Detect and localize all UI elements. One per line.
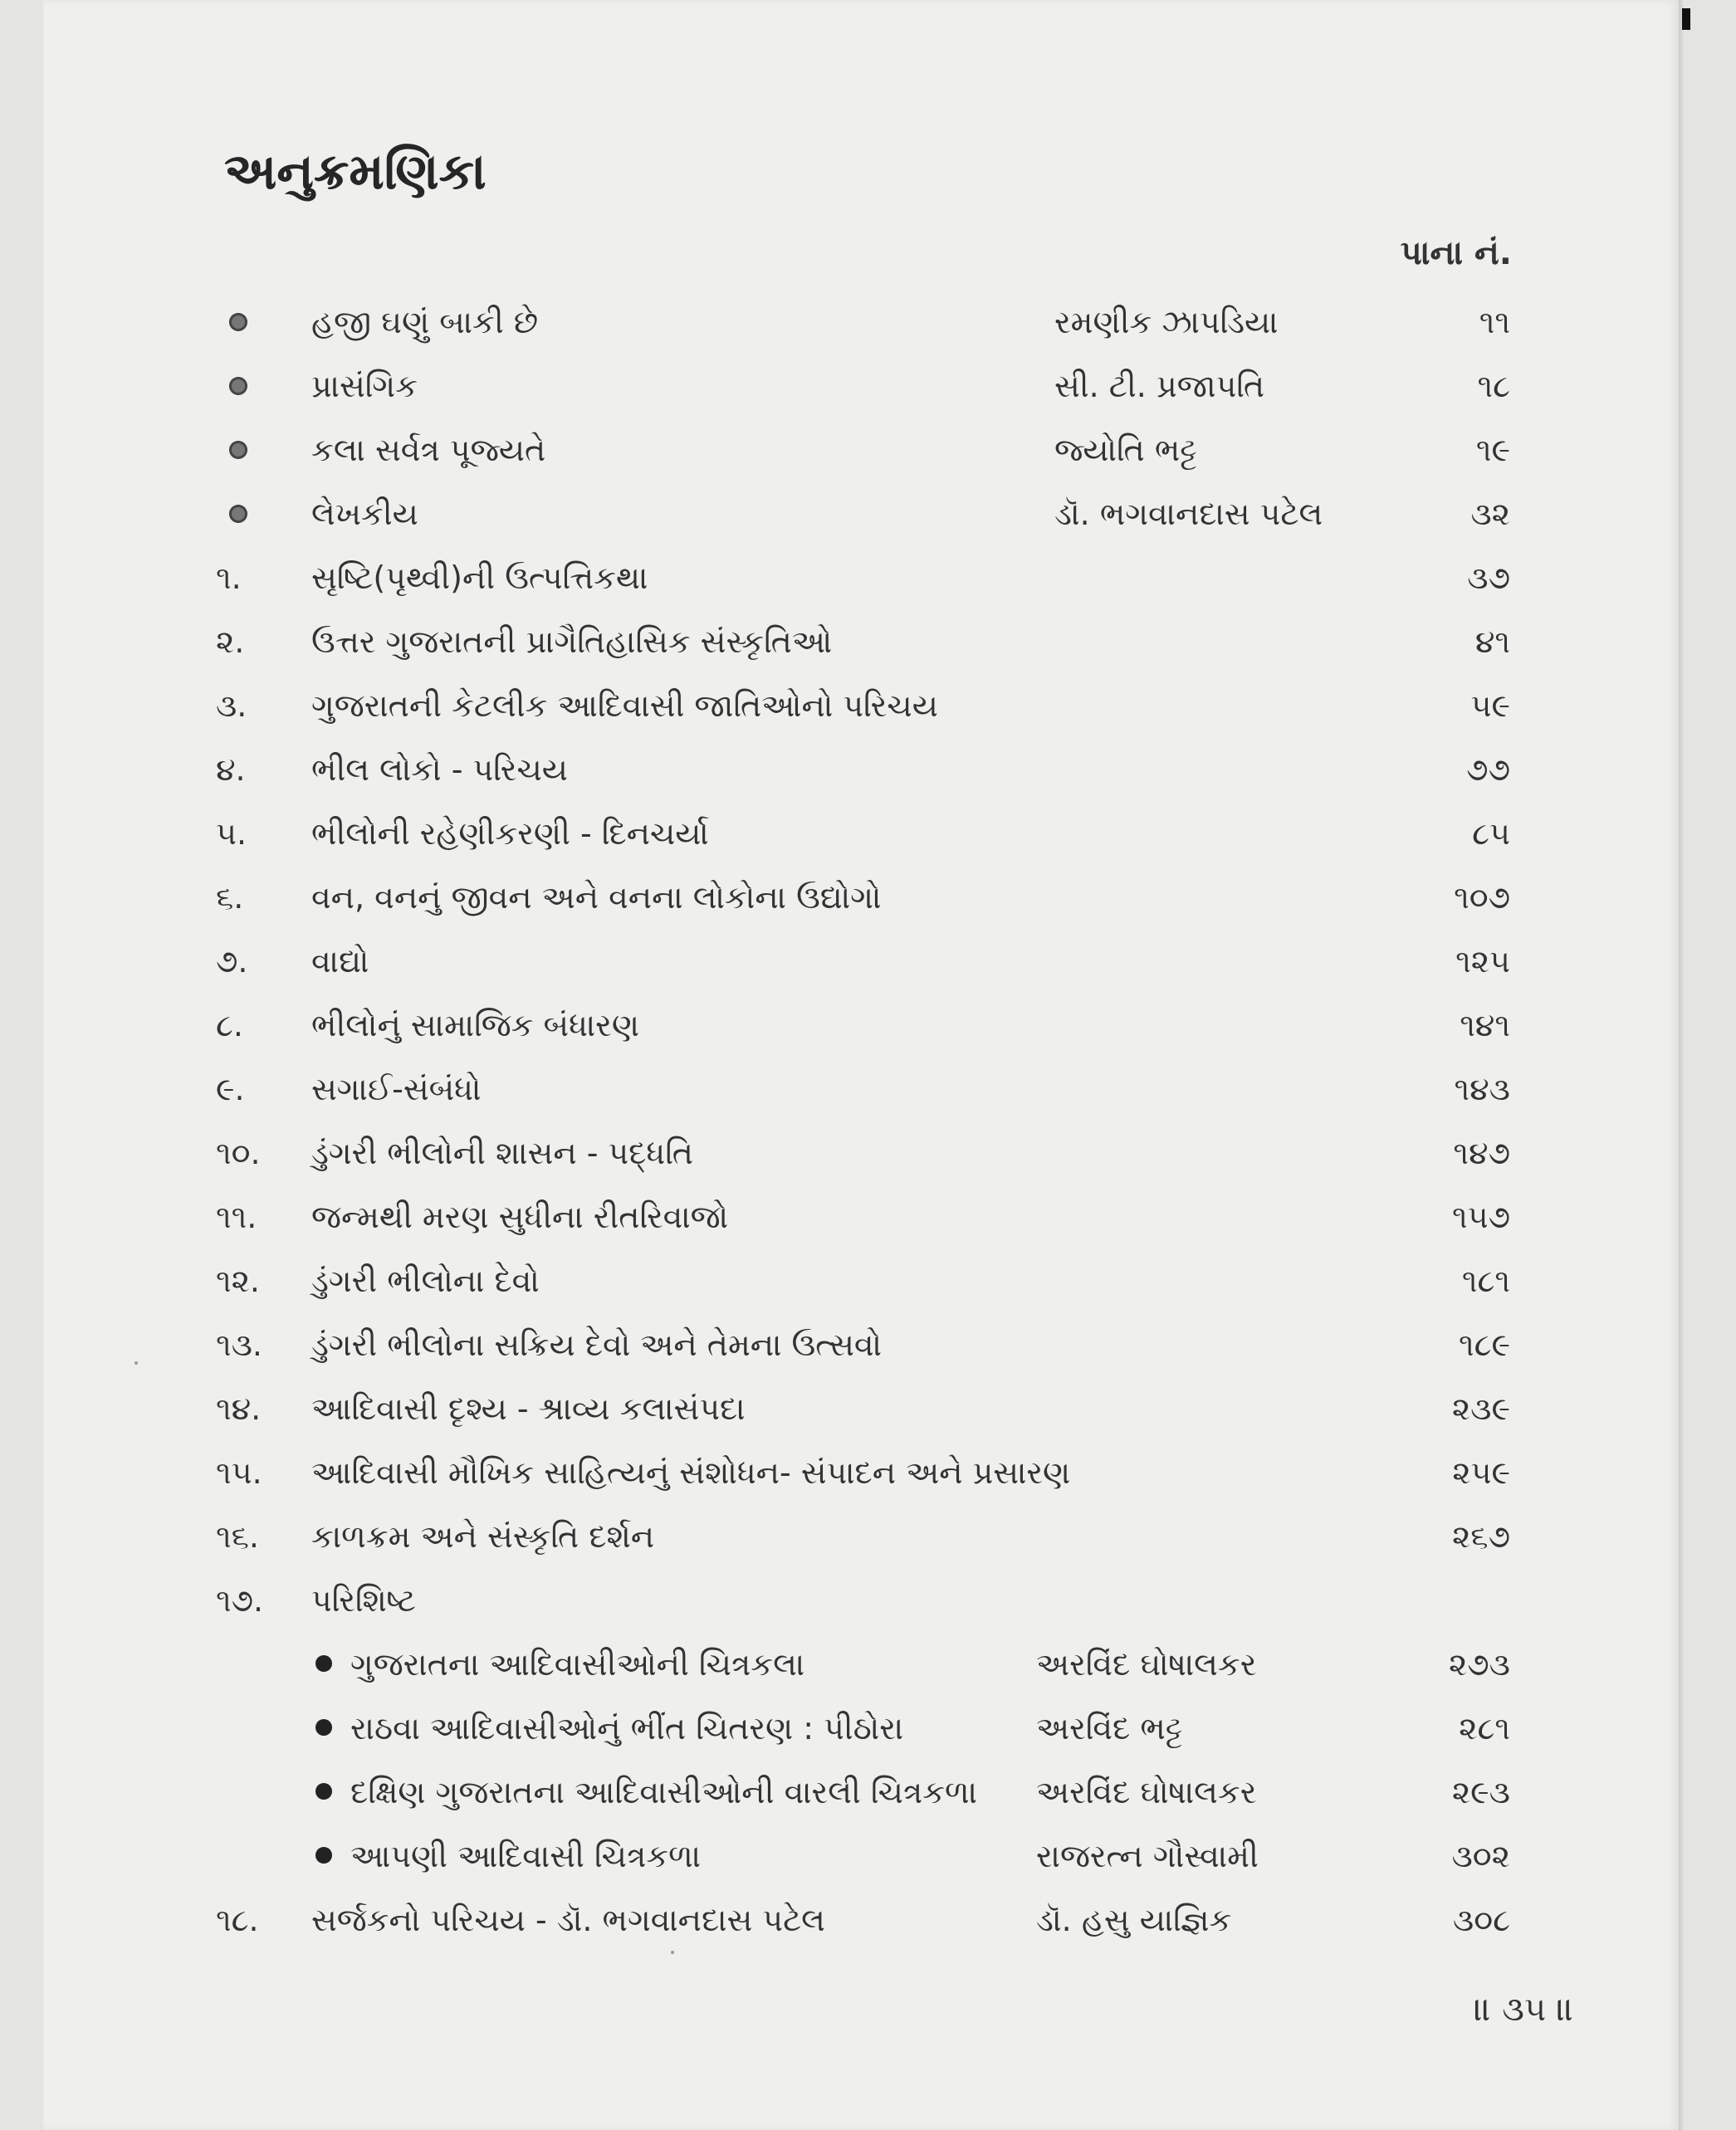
toc-row bbox=[0, 297, 1736, 347]
toc-entry-title: ડુંગરી ભીલોના દેવો bbox=[311, 1263, 540, 1299]
appendix-entry-page: ૨૮૧ bbox=[1459, 1710, 1510, 1747]
toc-row bbox=[0, 1256, 1736, 1306]
toc-entry-number: ૧૮. bbox=[216, 1902, 259, 1938]
toc-entry-page: ૧૪૭ bbox=[1453, 1135, 1510, 1171]
toc-entry-title: લેખકીય bbox=[311, 496, 418, 532]
toc-entry-page: ૧૪૧ bbox=[1460, 1007, 1510, 1043]
toc-row bbox=[0, 1384, 1736, 1434]
toc-entry-title: આદિવાસી દૃશ્ય - શ્રાવ્ય કલાસંપદા bbox=[311, 1390, 746, 1427]
toc-entry-page: ૫૯ bbox=[1470, 687, 1510, 724]
toc-entry-title: ગુજરાતની કેટલીક આદિવાસી જાતિઓનો પરિચય bbox=[311, 687, 938, 724]
toc-entry-page: ૮૫ bbox=[1472, 815, 1510, 852]
toc-entry-page: ૨૬૭ bbox=[1452, 1518, 1510, 1555]
toc-row bbox=[0, 425, 1736, 475]
toc-row bbox=[0, 1128, 1736, 1178]
toc-entry-title: કાળક્રમ અને સંસ્કૃતિ દર્શન bbox=[311, 1518, 655, 1555]
toc-entry-page: ૩૨ bbox=[1470, 496, 1510, 532]
toc-entry-title: પરિશિષ્ટ bbox=[311, 1582, 416, 1619]
bullet-icon bbox=[315, 1719, 332, 1736]
toc-entry-title: ડુંગરી ભીલોની શાસન - પદ્ધતિ bbox=[311, 1135, 694, 1171]
appendix-row bbox=[0, 1703, 1736, 1753]
appendix-entry-page: ૨૯૩ bbox=[1451, 1774, 1510, 1810]
toc-entry-page: ૧૮૯ bbox=[1458, 1326, 1510, 1363]
toc-entry-number: ૩. bbox=[216, 687, 247, 724]
toc-row bbox=[0, 489, 1736, 539]
toc-row bbox=[0, 1064, 1736, 1114]
toc-entry-number: ૮. bbox=[216, 1007, 243, 1043]
toc-entry-number: ૬. bbox=[216, 879, 244, 916]
toc-row bbox=[0, 681, 1736, 730]
toc-row bbox=[0, 361, 1736, 411]
appendix-entry bbox=[315, 1767, 977, 1817]
toc-entry-page: ૧૯ bbox=[1475, 432, 1510, 468]
toc-entry-number: ૧૨. bbox=[216, 1263, 261, 1299]
appendix-entry-title: દક્ષિણ ગુજરાતના આદિવાસીઓની વારલી ચિત્રકળા bbox=[350, 1774, 978, 1810]
bullet-icon bbox=[315, 1783, 332, 1800]
toc-entry-author: જ્યોતિ ભટ્ટ bbox=[1054, 432, 1197, 468]
appendix-entry-author: રાજરત્ન ગૌસ્વામી bbox=[1036, 1838, 1259, 1874]
toc-entry-title: આદિવાસી મૌખિક સાહિત્યનું સંશોધન- સંપાદન અને પ્રસારણ bbox=[311, 1454, 1071, 1491]
toc-row bbox=[0, 553, 1736, 603]
appendix-entry-author: અરવિંદ ઘોષાલકર bbox=[1036, 1646, 1257, 1683]
toc-entry-page: ૧૨૫ bbox=[1455, 943, 1510, 980]
toc-entry-number: ૧૧. bbox=[216, 1199, 257, 1235]
bullet-icon bbox=[315, 1655, 332, 1672]
toc-row bbox=[0, 617, 1736, 667]
toc-entry-page: ૧૮૧ bbox=[1461, 1263, 1510, 1299]
toc-entry-page: ૪૧ bbox=[1474, 623, 1510, 660]
paper-speck bbox=[671, 1951, 674, 1954]
toc-entry-number: ૧. bbox=[216, 559, 242, 596]
toc-entry-page: ૩૦૮ bbox=[1452, 1902, 1510, 1938]
appendix-row bbox=[0, 1767, 1736, 1817]
toc-entry-number: ૧૫. bbox=[216, 1454, 262, 1491]
toc-entry-page: ૧૫૭ bbox=[1452, 1199, 1510, 1235]
toc-entry-title: ભીલોનું સામાજિક બંધારણ bbox=[311, 1007, 639, 1043]
toc-entry-title: પ્રાસંગિક bbox=[311, 368, 418, 404]
toc-entry-number: ૪. bbox=[216, 751, 246, 788]
toc-row bbox=[0, 745, 1736, 794]
toc-entry-number: ૧૪. bbox=[216, 1390, 262, 1427]
appendix-entry-title: આપણી આદિવાસી ચિત્રકળા bbox=[350, 1838, 702, 1874]
toc-entry-title: ભીલોની રહેણીકરણી - દિનચર્યા bbox=[311, 815, 709, 852]
toc-entry-title: હજી ઘણું બાકી છે bbox=[311, 304, 539, 340]
toc-row bbox=[0, 809, 1736, 858]
scan-corner-mark bbox=[1682, 8, 1690, 30]
toc-row bbox=[0, 1895, 1736, 1945]
toc-entry-number: ૧૬. bbox=[216, 1518, 259, 1555]
appendix-entry-author: અરવિંદ ભટ્ટ bbox=[1036, 1710, 1183, 1747]
page-number-column-header: પાના નં. bbox=[1400, 234, 1512, 272]
toc-entry-title: સગાઈ-સંબંધો bbox=[311, 1071, 482, 1107]
toc-entry-title: વાદ્યો bbox=[311, 943, 369, 980]
toc-row bbox=[0, 872, 1736, 922]
appendix-entry bbox=[315, 1831, 701, 1881]
footer-page-number: ॥ ૩૫ ॥ bbox=[1474, 1991, 1574, 2029]
toc-entry-page: ૧૪૩ bbox=[1454, 1071, 1510, 1107]
toc-entry-author: સી. ટી. પ્રજાપતિ bbox=[1054, 368, 1265, 404]
appendix-entry-title: રાઠવા આદિવાસીઓનું ભીંત ચિતરણ : પીઠોરા bbox=[350, 1710, 904, 1747]
toc-row bbox=[0, 1512, 1736, 1561]
toc-entry-page: ૧૦૭ bbox=[1454, 879, 1510, 916]
toc-row bbox=[0, 1576, 1736, 1625]
appendix-entry-author: અરવિંદ ઘોષાલકર bbox=[1036, 1774, 1257, 1810]
toc-entry-author: ડૉ. ભગવાનદાસ પટેલ bbox=[1054, 496, 1323, 532]
toc-entry-title: કલા સર્વત્ર પૂજ્યતે bbox=[311, 432, 546, 468]
toc-entry-title: સૃષ્ટિ(પૃથ્વી)ની ઉત્પત્તિકથા bbox=[311, 559, 648, 596]
appendix-entry bbox=[315, 1639, 804, 1689]
toc-entry-number: ૧૩. bbox=[216, 1326, 263, 1363]
toc-row bbox=[0, 1000, 1736, 1050]
toc-entry-page: ૩૭ bbox=[1467, 559, 1510, 596]
toc-entry-author: ડૉ. હસુ યાજ્ઞિક bbox=[1036, 1902, 1232, 1938]
page-title: અનુક્રમણિકા bbox=[224, 143, 487, 201]
toc-entry-number: ૨. bbox=[216, 623, 245, 660]
toc-entry-page: ૧૧ bbox=[1479, 304, 1510, 340]
toc-entry-title: વન, વનનું જીવન અને વનના લોકોના ઉદ્યોગો bbox=[311, 879, 882, 916]
toc-entry-page: ૨૩૯ bbox=[1451, 1390, 1510, 1427]
toc-row bbox=[0, 1192, 1736, 1242]
toc-entry-number: ૧૭. bbox=[216, 1582, 264, 1619]
bullet-icon bbox=[315, 1847, 332, 1864]
appendix-entry-title: ગુજરાતના આદિવાસીઓની ચિત્રકલા bbox=[350, 1646, 805, 1683]
toc-row bbox=[0, 1320, 1736, 1370]
appendix-row bbox=[0, 1639, 1736, 1689]
appendix-row bbox=[0, 1831, 1736, 1881]
toc-row bbox=[0, 1448, 1736, 1497]
toc-entry-author: રમણીક ઝાપડિયા bbox=[1054, 304, 1279, 340]
toc-entry-title: ડુંગરી ભીલોના સક્રિય દેવો અને તેમના ઉત્સવો bbox=[311, 1326, 883, 1363]
appendix-entry-page: ૩૦૨ bbox=[1451, 1838, 1510, 1874]
toc-entry-page: ૨૫૯ bbox=[1452, 1454, 1510, 1491]
toc-entry-number: ૫. bbox=[216, 815, 247, 852]
toc-entry-title: ભીલ લોકો - પરિચય bbox=[311, 751, 568, 788]
toc-entry-title: સર્જકનો પરિચય - ડૉ. ભગવાનદાસ પટેલ bbox=[311, 1902, 825, 1938]
toc-entry-page: ૭૭ bbox=[1466, 751, 1510, 788]
toc-entry-title: જન્મથી મરણ સુધીના રીતરિવાજો bbox=[311, 1199, 729, 1235]
appendix-entry bbox=[315, 1703, 903, 1753]
toc-entry-page: ૧૮ bbox=[1477, 368, 1510, 404]
toc-entry-number: ૭. bbox=[216, 943, 248, 980]
toc-row bbox=[0, 936, 1736, 986]
toc-entry-number: ૯. bbox=[216, 1071, 245, 1107]
toc-entry-title: ઉત્તર ગુજરાતની પ્રાગૈતિહાસિક સંસ્કૃતિઓ bbox=[311, 623, 833, 660]
toc-entry-number: ૧૦. bbox=[216, 1135, 261, 1171]
appendix-entry-page: ૨૭૩ bbox=[1448, 1646, 1510, 1683]
